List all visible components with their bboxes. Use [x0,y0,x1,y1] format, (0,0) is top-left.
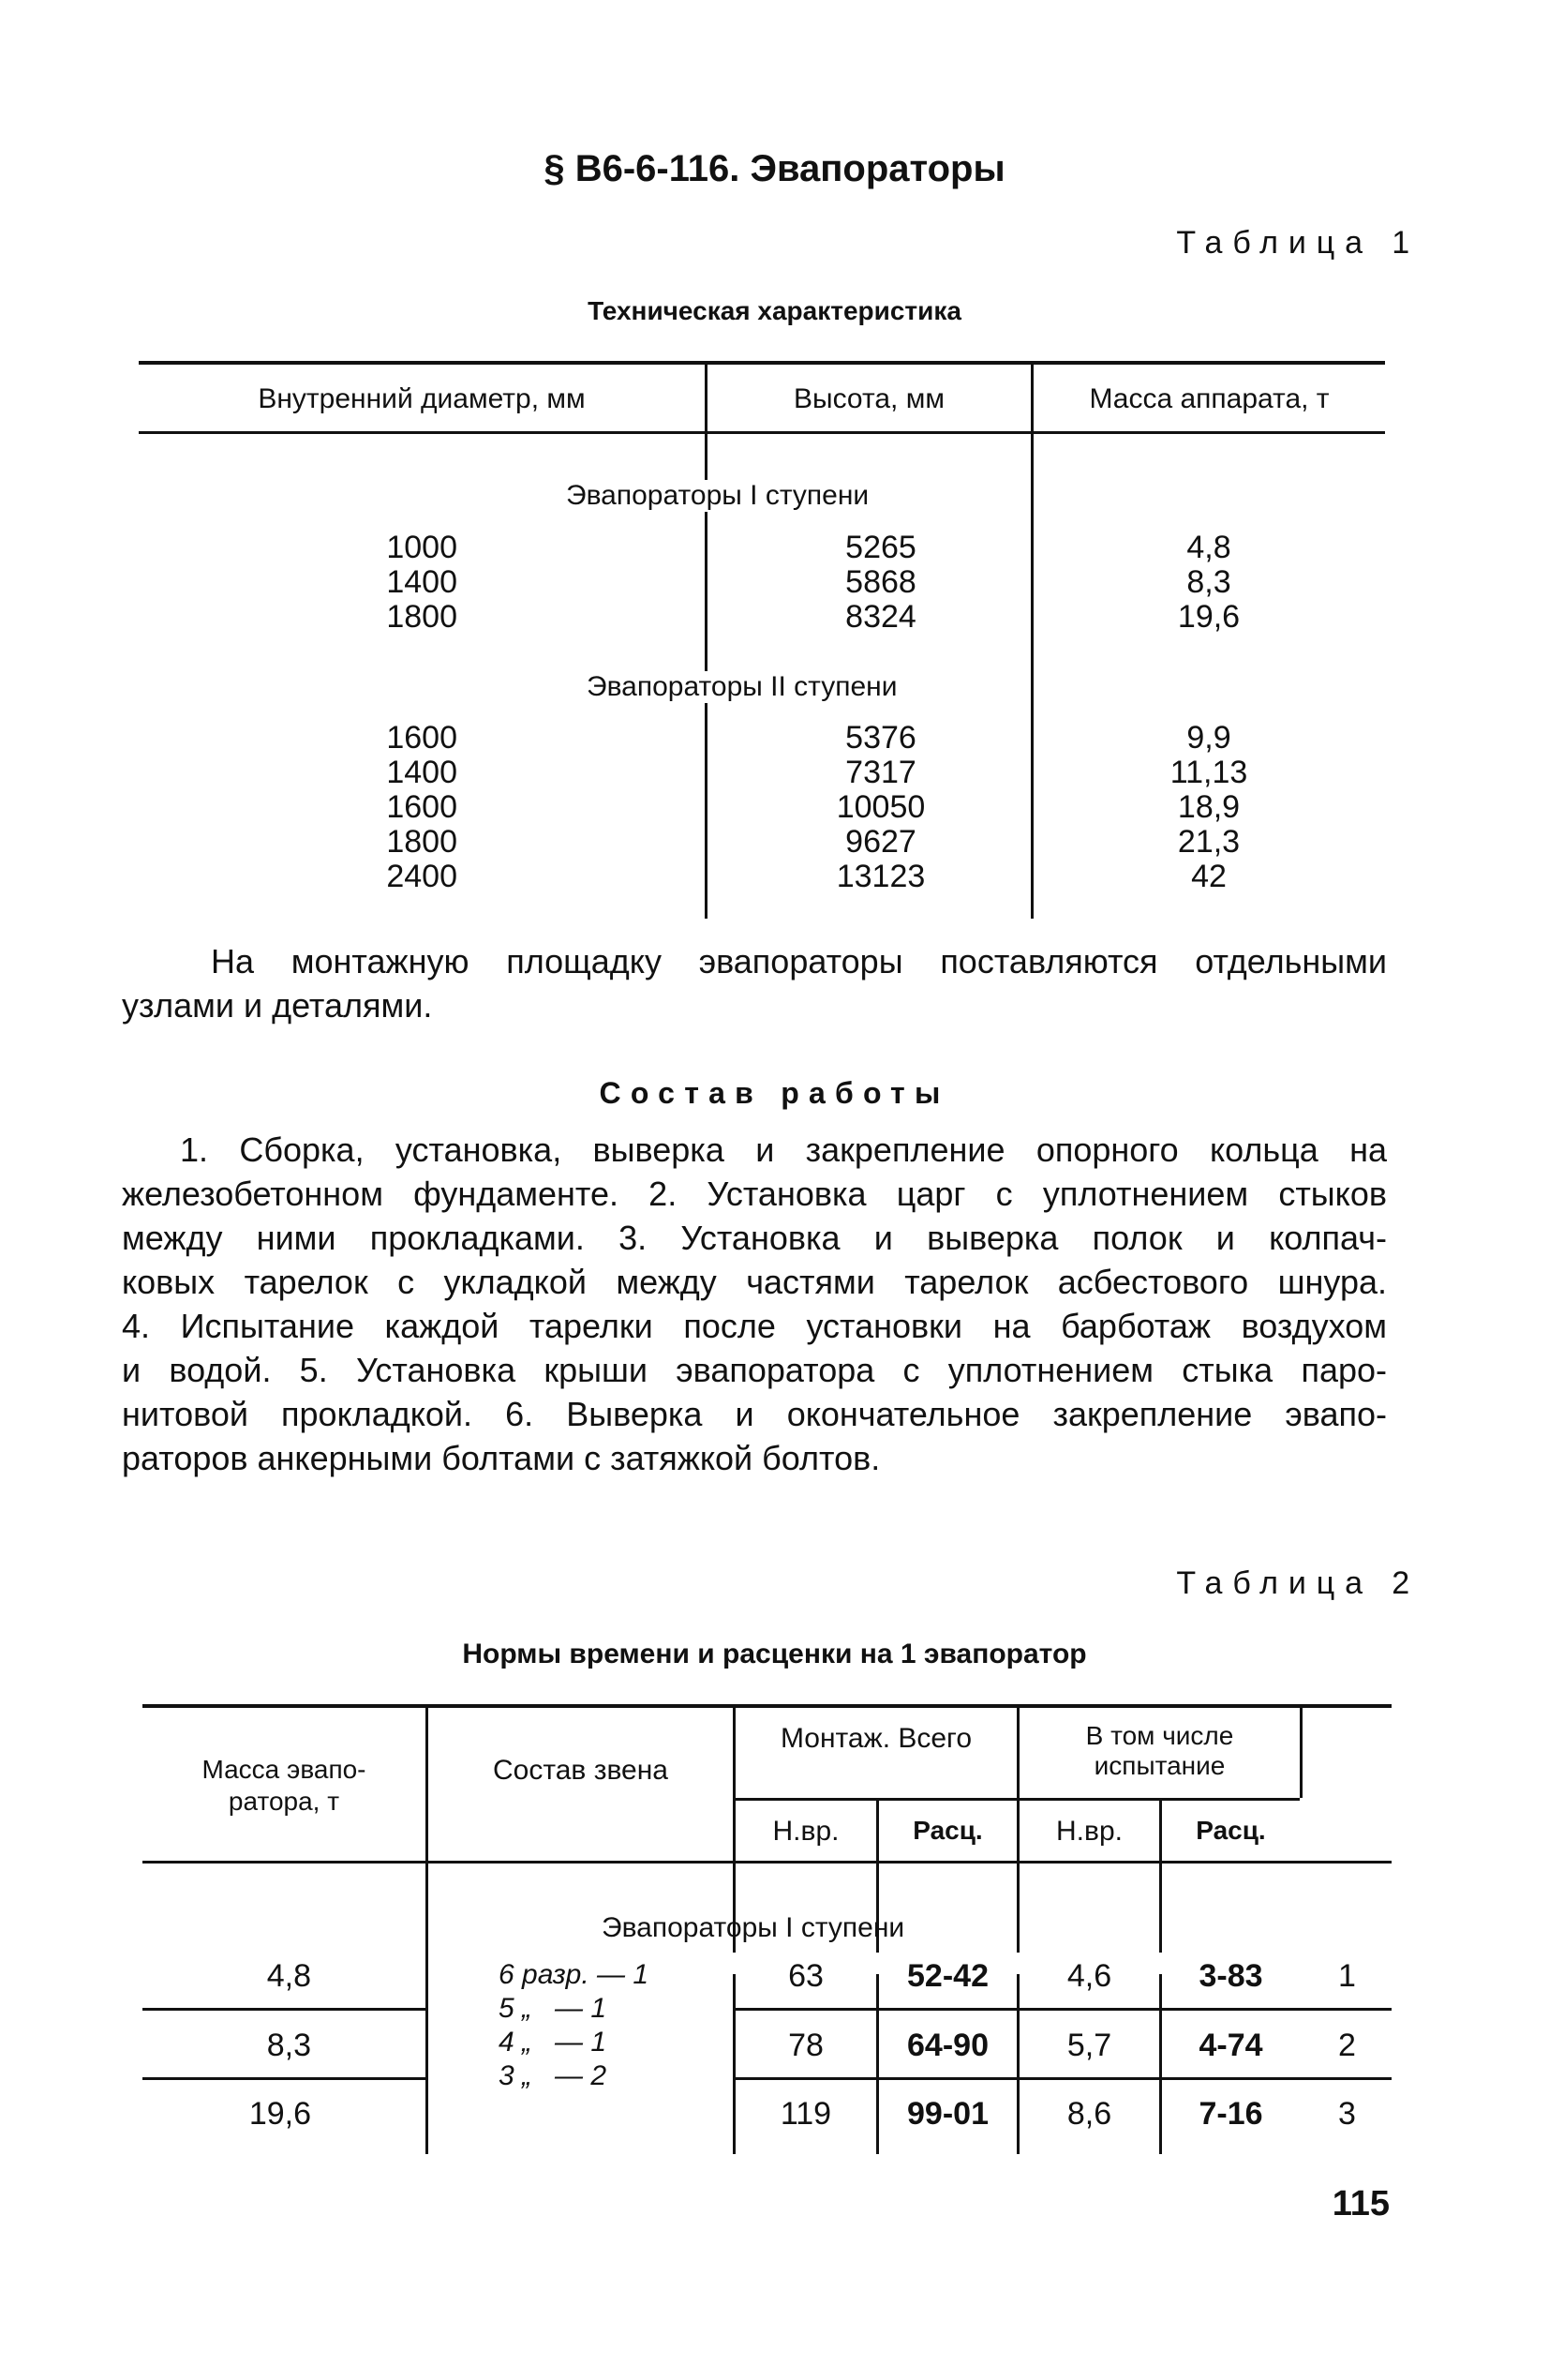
table2-row-mass: 4,8 [266,1958,311,1994]
table2-crew-line: 6 разр. — 1 [499,1959,649,1990]
table1-cell: 5868 [845,564,916,600]
table1-cell: 4,8 [1186,530,1231,565]
table1-cell: 1400 [386,755,457,790]
table1-cell: 42 [1191,859,1227,894]
table2-row-rasc: 99-01 [907,2096,989,2132]
table2-row-number: 2 [1338,2028,1356,2063]
table2-header-including: В том числе [1085,1721,1234,1750]
page-number: 115 [1332,2184,1390,2223]
table1-cell: 1600 [386,720,457,756]
table2-header-including: испытание [1094,1751,1226,1780]
table1-group2-title: Эвапораторы II ступени [581,671,903,703]
table2-row-mass: 8,3 [266,2028,311,2063]
table2-row-rasc: 52-42 [907,1958,989,1994]
table1-cell: 1000 [386,530,457,565]
table1-cell: 10050 [836,789,926,825]
table1-cell: 1800 [386,824,457,860]
table2-header-rasc: Расц. [913,1816,983,1845]
table2-crew-line: 4 „ — 1 [499,2027,607,2058]
table2-header-nvr2: Н.вр. [1056,1816,1123,1847]
table1-header-mass: Масса аппарата, т [1089,383,1330,414]
delivery-note-line: На монтажную площадку эвапораторы поставляются отдельными [211,942,1387,980]
table2-row-nvr2: 5,7 [1066,2028,1112,2063]
table2-header-nvr: Н.вр. [772,1816,840,1847]
table2-header-crew: Состав звена [492,1755,668,1786]
work-heading: Состав работы [599,1076,950,1110]
table1-cell: 7317 [845,755,916,790]
table2-header-montazh: Монтаж. Всего [780,1723,973,1754]
table2-header-mass: ратора, т [228,1787,340,1816]
table1-cell: 1400 [386,564,457,600]
table2-crew-line: 5 „ — 1 [499,1993,607,2024]
table2-caption: Нормы времени и расценки на 1 эвапоратор [462,1639,1087,1669]
table1-cell: 8,3 [1186,564,1231,600]
table1-caption: Техническая характеристика [588,296,961,325]
table2-row-rasc2: 3-83 [1199,1958,1263,1994]
table2-header-mass: Масса эвапо- [201,1755,366,1784]
work-line: 1. Сборка, установка, выверка и закрепление опорного кольца на [180,1130,1387,1169]
table2-header-rasc2: Расц. [1196,1816,1266,1845]
table1-header-diameter: Внутренний диаметр, мм [258,383,586,414]
table1-cell: 5265 [845,530,916,565]
table2-row-mass: 19,6 [248,2096,311,2132]
table1-cell: 1600 [386,789,457,825]
work-line: железобетонном фундаменте. 2. Установка царг с уплотнением стыков [122,1175,1387,1213]
work-line: 4. Испытание каждой тарелки после установки на барботаж воздухом [122,1307,1387,1345]
table2-group-title: Эвапораторы I ступени [602,1912,905,1943]
table2-row-nvr2: 8,6 [1066,2096,1112,2132]
table2-row-rasc2: 7-16 [1199,2096,1263,2132]
work-line: ковых тарелок с укладкой между частями тарелок асбестового шнура. [122,1263,1387,1301]
table2-row-nvr: 119 [780,2096,832,2132]
table1-cell: 2400 [386,859,457,894]
table1-cell: 21,3 [1177,824,1241,860]
work-line: между ними прокладками. 3. Установка и выверка полок и колпач- [122,1219,1387,1257]
table2-label: Таблица 2 [1176,1565,1420,1601]
table2-row-number: 1 [1338,1958,1356,1994]
table2-row-rasc: 64-90 [907,2028,989,2063]
table2-row-rasc2: 4-74 [1199,2028,1263,2063]
table1-cell: 19,6 [1177,599,1241,635]
table1-cell: 13123 [836,859,926,894]
table2-row-nvr: 63 [788,1958,824,1994]
table1-group1-title: Эвапораторы I ступени [560,480,874,512]
table1-cell: 11,13 [1169,755,1248,790]
table1-cell: 18,9 [1177,789,1241,825]
work-line: раторов анкерными болтами с затяжкой болтов. [122,1439,881,1477]
section-title: § В6-6-116. Эвапораторы [544,148,1005,189]
work-line: и водой. 5. Установка крыши эвапоратора с уплотнением стыка паро- [122,1351,1387,1389]
table1-cell: 9627 [845,824,916,860]
table1-header-height: Высота, мм [794,383,945,414]
table1-label: Таблица 1 [1176,225,1420,261]
work-line: нитовой прокладкой. 6. Выверка и окончательное закрепление эвапо- [122,1395,1387,1433]
table2-crew-line: 3 „ — 2 [499,2060,607,2091]
table1-cell: 5376 [845,720,916,756]
table1-cell: 8324 [845,599,916,635]
table2-row-nvr: 78 [788,2028,824,2063]
table2-row-number: 3 [1338,2096,1356,2132]
table2-row-nvr2: 4,6 [1066,1958,1112,1994]
delivery-note-line: узлами и деталями. [122,986,433,1025]
table1-cell: 9,9 [1186,720,1231,756]
table1-cell: 1800 [386,599,457,635]
